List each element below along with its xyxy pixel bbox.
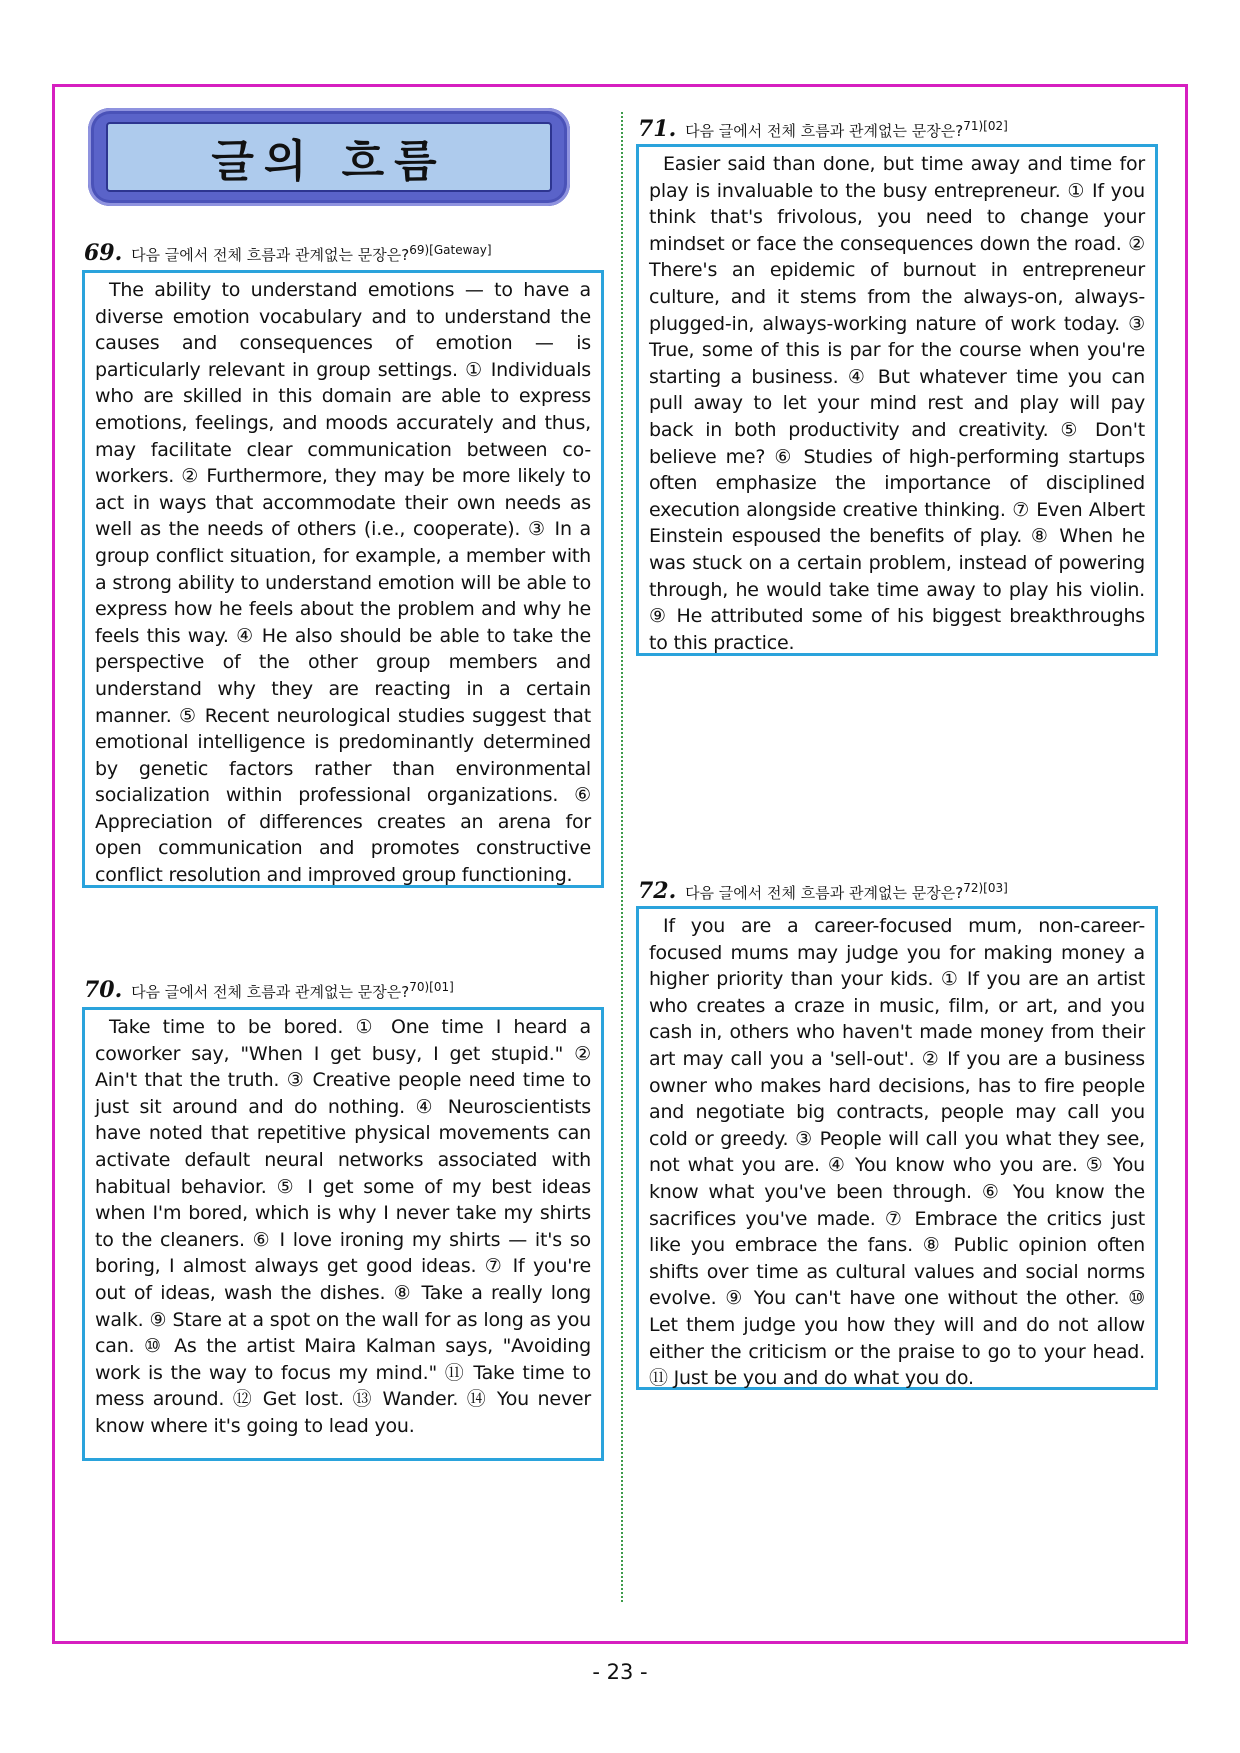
question-number: 72. [638,878,677,904]
question-source: 72)[03] [963,881,1008,895]
question-source: 69)[Gateway] [409,243,492,257]
question-72-header [638,878,1008,904]
question-69-header [84,240,492,266]
question-prompt: 다음 글에서 전체 흐름과 관계없는 문장은? [685,122,964,140]
question-69-passage: The ability to understand emotions — to have a diverse emotion vocabulary and to understand the causes and consequences of emotion — is particularly relevant in group settings. ① Individuals who are skilled in this domain are able to express emotions, feelings, and moods accurately and thus, may facilitate clear communication between co-workers. ② Furthermore, they may be more likely to act in ways that accommodate their own needs as well as the needs of others (i.e., cooperate). ③ In a group conflict situation, for example, a member with a strong ability to understand emotion will be able to express how he feels about the problem and why he feels this way. ④ He also should be able to take the perspective of the other group members and understand why they are reacting in a certain manner. ⑤ Recent neurological studies suggest that emotional intelligence is predominantly determined by genetic factors rather than environmental socialization within professional organizations. ⑥ Appreciation of differences creates an arena for open communication and promotes constructive conflict resolution and improved group functioning. [95,279,591,887]
question-prompt: 다음 글에서 전체 흐름과 관계없는 문장은? [131,246,410,264]
question-70-box [82,1007,604,1461]
question-source: 70)[01] [409,980,454,994]
question-number: 69. [84,240,123,266]
section-title: 글의 흐름 [211,136,447,187]
question-70-header [84,977,454,1003]
page-number: - 23 - [592,1660,648,1684]
question-prompt: 다음 글에서 전체 흐름과 관계없는 문장은? [685,884,964,902]
question-number: 71. [638,116,677,142]
section-banner-inner [106,122,552,192]
question-source: 71)[02] [963,119,1008,133]
column-divider [621,112,623,1602]
question-number: 70. [84,977,123,1003]
question-70-passage: Take time to be bored. ① One time I heard a coworker say, "When I get busy, I get stupid." ② Ain't that the truth. ③ Creative people need time to just sit around and do nothing. ④ Neuroscientists have noted that repetitive physical movements can activate default neural networks associated with habitual behavior. ⑤ I get some of my best ideas when I'm bored, which is why I never take my shirts to the cleaners. ⑥ I love ironing my shirts — it's so boring, I almost always get good ideas. ⑦ If you're out of ideas, wash the dishes. ⑧ Take a really long walk. ⑨ Stare at a spot on the wall for as long as you can. ⑩ As the artist Maira Kalman says, "Avoiding work is the way to focus my mind." ⑪ Take time to mess around. ⑫ Get lost. ⑬ Wander. ⑭ You never know where it's going to lead you. [95,1016,591,1437]
section-banner [88,108,570,206]
question-71-passage: Easier said than done, but time away and time for play is invaluable to the busy entrepreneur. ① If you think that's frivolous, you need to change your mindset or face the consequences down the road. ② There's an epidemic of burnout in entrepreneur culture, and it stems from the always-on, always-plugged-in, always-working nature of work today. ③ True, some of this is par for the course when you're starting a business. ④ But whatever time you can pull away to let your mind rest and play will pay back in both productivity and creativity. ⑤ Don't believe me? ⑥ Studies of high-performing startups often emphasize the importance of disciplined execution alongside creative thinking. ⑦ Even Albert Einstein espoused the benefits of play. ⑧ When he was stuck on a certain problem, instead of powering through, he would take time away to play his violin. ⑨ He attributed some of his biggest breakthroughs to this practice. [649,153,1145,654]
question-72-box [636,906,1158,1390]
question-69-box [82,270,604,888]
question-prompt: 다음 글에서 전체 흐름과 관계없는 문장은? [131,983,410,1001]
question-72-passage: If you are a career-focused mum, non-career-focused mums may judge you for making money a higher priority than your kids. ① If you are an artist who creates a craze in music, film, or art, and you cash in, others who haven't made money from their art may call you a 'sell-out'. ② If you are a business owner who makes hard decisions, has to fire people and negotiate big contracts, people may call you cold or greedy. ③ People will call you what they see, not what you are. ④ You know who you are. ⑤ You know what you've been through. ⑥ You know the sacrifices you've made. ⑦ Embrace the critics just like you embrace the fans. ⑧ Public opinion often shifts over time as cultural values and social norms evolve. ⑨ You can't have one without the other. ⑩ Let them judge you how they will and do not allow either the criticism or the praise to go to your head. ⑪ Just be you and do what you do. [649,915,1145,1390]
question-71-box [636,144,1158,656]
question-71-header [638,116,1008,142]
